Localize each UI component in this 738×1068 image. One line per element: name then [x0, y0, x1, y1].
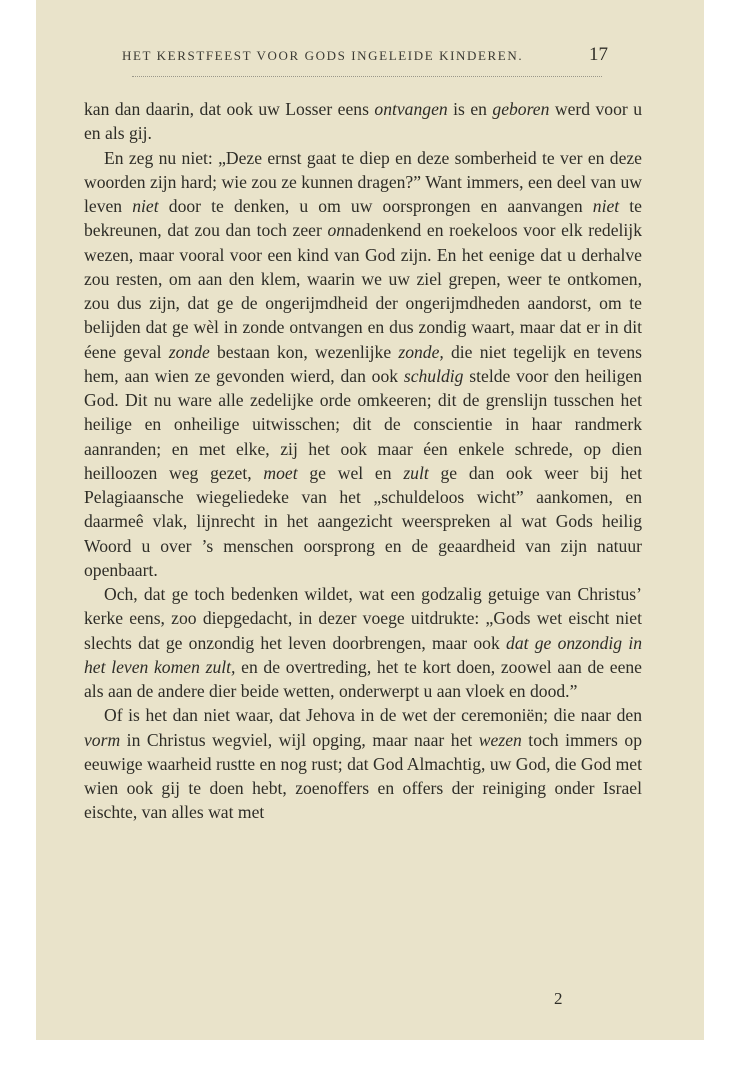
text-run: die niet tegelijk en tevens hem, aan wien ze gevonden wierd, dan ook [84, 341, 643, 386]
text-run: en de overtreding, het te kort doen, zoowel aan de eene als aan de andere dier beide wetten, onderwerpt u aan vloek en dood.” [84, 656, 642, 701]
text-run: bestaan kon, wezenlijke [209, 341, 399, 362]
text-run: Och, dat ge toch bedenken wildet, wat een godzalig getuige van Christus’ kerke eens, zoo diepgedacht, in dezer voege uitdrukte: „Gods wet eischt niet slechts dat ge onzondig het leven doorbrengen, maar ook [84, 584, 642, 653]
text-run: Of is het dan niet waar, dat Jehova in de wet der ceremoniën; die naar den [104, 705, 642, 726]
text-run: ge dan ook weer bij het Pelagiaansche wiegeliedeke van het „schuldeloos wicht” aankomen, en daarmeê vlak, lijnrecht in het aangezicht weerspreken al wat Gods heilig Woord u over ’s menschen oorsprong en de geaardheid van zijn natuur openbaart. [84, 462, 642, 580]
italic-run: zult [403, 462, 429, 483]
body-text [84, 97, 642, 825]
paragraph-3 [84, 582, 642, 703]
text-run: in Christus wegviel, wijl opging, maar naar het [120, 729, 479, 750]
italic-run: zonde [168, 341, 210, 362]
paragraph-2 [84, 146, 642, 583]
italic-run: niet [592, 196, 620, 216]
italic-run: wezen [478, 729, 522, 750]
italic-run: niet [132, 196, 159, 216]
text-run: kan dan daarin, dat ook uw Losser eens [84, 99, 375, 119]
running-title: HET KERSTFEEST VOOR GODS INGELEIDE KINDEREN. [122, 48, 524, 63]
text-run: te bekreunen, dat zou dan toch zeer [84, 196, 642, 241]
paragraph-4 [84, 703, 642, 824]
italic-run: schuldig [403, 365, 464, 386]
text-run: ge wel en [297, 462, 404, 483]
italic-run: on [327, 220, 346, 241]
italic-run: zonde, [398, 341, 444, 362]
paragraph-1 [84, 97, 642, 146]
italic-run: moet [263, 462, 298, 483]
page-number: 17 [589, 44, 608, 65]
book-page [36, 0, 704, 1040]
italic-run: geboren [492, 99, 550, 119]
page-header [36, 46, 704, 70]
text-run: stelde voor den heiligen God. Dit nu ware alle zedelijke orde omkeeren; dit de grenslijn tusschen het heilige en onheilige uitwisschen; dit de conscientie in haar randmerk aanranden; en met elke, zij het ook maar éen enkele schrede, op dien heilloozen weg gezet, [84, 365, 642, 483]
text-run: nadenkend en roekeloos voor elk redelijk wezen, maar vooral voor een kind van God zijn. En het eenige dat u derhalve zou resten, om aan den klem, waarin we uw ziel grepen, weer te ontkomen, zou dus zijn, dat ge de ongerijmdheid der ongerijmdheden aandorst, om te belijden dat ge wèl in zonde ontvangen en dus zondig waart, maar dat er in dit éene geval [84, 220, 642, 362]
text-run: En zeg nu niet: „Deze ernst gaat te diep en deze somberheid te ver en deze woorden zijn hard; wie zou ze kunnen dragen?” Want immers, een deel van uw leven [84, 147, 642, 216]
signature-mark: 2 [554, 989, 563, 1008]
italic-run: ontvangen [374, 99, 448, 119]
text-run: werd voor u en als gij. [84, 99, 642, 144]
text-run: toch immers op eeuwige waarheid rustte en nog rust; dat God Almachtig, uw God, die God met wien ook gij te doen hebt, zoenoffers en offers der reiniging onder Israel eischte, van alles wat met [84, 729, 642, 823]
text-run: is en [447, 99, 493, 119]
text-run: door te denken, u om uw oorsprongen en aanvangen [158, 196, 593, 216]
header-rule [132, 76, 602, 77]
italic-run: vorm [84, 729, 121, 750]
italic-run: dat ge onzondig in het leven komen zult, [84, 632, 642, 677]
